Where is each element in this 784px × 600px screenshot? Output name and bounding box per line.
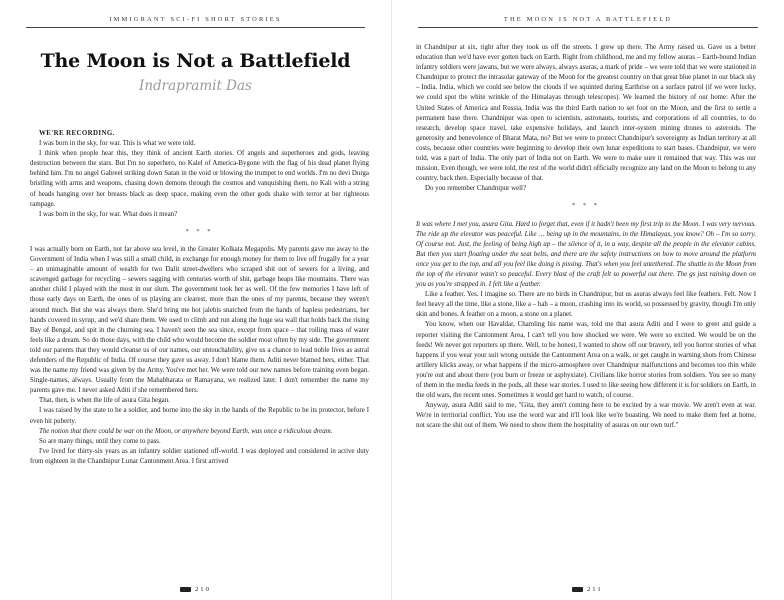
running-head: THE MOON IS NOT A BATTLEFIELD: [503, 16, 673, 23]
right-body-text: [416, 43, 756, 431]
page-number-text: 210: [195, 586, 211, 593]
author-name: Indrapramit Das: [139, 78, 252, 94]
paragraph: I was born in the sky, for war. This is what we were told.: [39, 140, 196, 148]
running-head: IMMIGRANT SCI-FI SHORT STORIES: [109, 16, 282, 23]
section-separator: * * *: [572, 202, 600, 210]
paragraph: [416, 220, 756, 291]
page-number: [572, 586, 603, 593]
folio-ornament-icon: [572, 587, 583, 592]
story-title: The Moon is Not a Battlefield: [40, 50, 351, 72]
paragraph: I was actually born on Earth, not far above sea level, in the Greater Kolkata Megapolis. My parents gave me away to the Government of India when I was still a small child, in exchange for enough money for them to live off frugally for a year – an unimaginable amount of wealth for two Dalit street-dwellers who scraped shit out of sewers for a living, and scavenged garbage for recycling – sewers sagging with centuries worth of shit, garbage heaps like mountains. There was another child I played with the most in our slum. The government took her as well. Of the few memories I have left of those early days on Earth, the ones of us playing are clearest, more than the ones of my parents, because they weren't around much. But she was always there. She'd bring me hot jalebis snatched from the hands of hapless pedestrians, her hands covered in syrup, and we'd share them. We used to climb and run along the huge sea wall that holds back the rising Bay of Bengal, and spit in the churning sea. I haven't seen the sea since, except from space – that roiling mass of water feels like a dream. So do those days, with the child who would become the soldier most often by my side. The government told our parents that they would cleanse us of our names, our untouchability, give us a chance to lead noble lives as astral defenders of the Republic of India. Of course they gave us away. I don't blame them. Aditi never blamed hers, either. That was the name my friend was given by the Army. You've met her. We were told our new names before training even began. Single-names, always. Usually from the Mahabharata or Ramayana, we realized later. I don't remember the name my parents gave me. I never asked Aditi if she remembered hers.: [30, 245, 369, 395]
page-number-text: 211: [587, 586, 603, 593]
paragraph: I think when people hear this, they think of ancient Earth stories. Of angels and superheroes and gods, leaving destruction between the stars. But I'm no superhero, no Kalel of America-Bygone with the flag of his dead planet flying behind him. I'm no angel Gabreel striking down Satan in the void or blowing the trumpet to end worlds. I'm no devi Durga bristling with arms and weapons, chasing down demons through the cosmos and vanquishing them, no Kali with a string of heads hanging over her breasts black as deep space, making even the other gods shake with terror at her righteous rampage.: [30, 150, 369, 208]
paragraph: I've lived for thirty-six years as an infantry soldier stationed off-world. I was deployed and considered in active duty from eighteen in the Chandnipur Lunar Cantonment Area. I first arrived: [30, 447, 369, 465]
folio-ornament-icon: [180, 587, 191, 592]
paragraph: [30, 427, 369, 437]
paragraph: in Chandnipur at six, right after they took us off the streets. I grew up there. The Army raised us. Gave us a better education than we'd have ever gotten back on Earth. Right from childhood, me and my fellow asuras – Earth-bound Indian infantry soldiers were jawans, but we were always, always asuras, a mark of pride – we were told that we were stationed in Chandnipur to protect the intrasolar gateway of the Moon for the greatest country on that great blue planet in our black sky – India. India, which we could see below the clouds if we squinted during Earthrise on a surface patrol (if we were lucky, we could spot the white wrinkle of the Himalayas through telescopes). We learned the history of our home: After the United States of America and Russia, India was the third Earth nation to set foot on the Moon, and the first to settle a permanent base there. Chandnipur was open to scientists, astronauts, tourists, and corporations of all countries, to do research, develop space travel, take expensive holidays, and launch inter-system mining drones to asteroids. The generosity and benevolence of Bharat Mata, no? But we were to protect Chandnipur's sovereignty as Indian territory at all costs, because other countries were beginning to develop their own lunar expeditions to start bases. Chandnipur, we were told, was a part of India. The only part of India not on Earth. We were to make sure it remained that way. This was our mission. Even though, we were told, the rest of the world didn't officially recognize any land on the Moon to belong to any country, back then. Especially because of that.: [416, 44, 756, 183]
paragraph: Do you remember Chandnipur well?: [425, 185, 527, 193]
paragraph: Like a feather. Yes. I imagine so. There are no birds in Chandnipur, but us asuras always feel like feathers. Felt. Now I feel heavy all the time, like a stone, like a – hah – a moon, crashing into its world, so possessed by gravity, though I'm only skin and bones. A feather on a moon, a stone on a planet.: [416, 291, 756, 319]
section-separator: * * *: [185, 227, 214, 235]
paragraph: Anyway, asura Aditi said to me, "Gita, they aren't coming here to be excited by a war movie. We aren't even at war. We're in territorial conflict. You use the word war and it'll look like we're boasting. We need to make them feel at home, not scare the shit out of them. We need to show them the hospitality of asuras on our own turf.": [416, 402, 756, 430]
paragraph: You know, when our Havaldar, Chamling his name was, told me that asura Aditi and I were to greet and guide a reporter visiting the Cantonment Area, I can't tell you how shocked we were. We were so excited. We would be on the feeds! We never got reporters up there. Well, to be honest, I wanted to show off our bravery, tell you horror stories of what happens if you wear your suit wrong outside the Cantonment Area on a walk, or get caught in warning shots from Chinese artillery klicks away, or what happens if the micro-atmosphere over Chandnipur malfunctions and becomes too thin while you're out and about there (you burn or freeze or asphyxiate). Civilians like horror stories from soldiers. You see so many of them in the media feeds in the pods, all these war stories. I used to like seeing how different it is for soldiers on Earth, in the old wars, the recent ones. Sometimes it would get hard to watch, of course.: [416, 321, 756, 400]
paragraph: I was born in the sky, for war. What does it mean?: [39, 210, 178, 218]
paragraph: I was raised by the state to be a soldier, and borne into the sky in the hands of the Republic to be its protector, before I even hit puberty.: [30, 407, 369, 425]
italic-paragraph: It was where I met you, asura Gita. Hard to forget that, even if it hadn't been my first trip to the Moon. I was very nervous. The ride up the elevator was peaceful. Like … being up in the mountains, in the Himalayas, you know? Oh – I'm so sorry. Of course not. Just, the feeling of being high up – the silence of it, in a way, despite all the people in the elevator cabins. But then you start floating under the seat belts, and there are the safety instructions on how to move around the platform once you get to the top, and all you feel like doing is pissing. That's when you feel untethered. The shuttle to the Moon from the top of the elevator wasn't so peaceful. Every blast of the craft felt so powerful out there. The gs just raining down on you as you're strapped in. I felt like a feather.: [416, 220, 756, 289]
right-page: [392, 0, 784, 600]
page-number: [180, 586, 211, 593]
left-body-text: [30, 129, 369, 467]
italic-paragraph: The notion that there could be war on the Moon, or anywhere beyond Earth, was once a ridiculous dream.: [39, 427, 333, 435]
paragraph: So are many things, until they come to pass.: [39, 437, 161, 445]
paragraph: That, then, is when the life of asura Gita began.: [39, 397, 170, 405]
header-rule: [26, 27, 365, 28]
lead-line: WE'RE RECORDING.: [39, 130, 115, 137]
header-rule: [418, 27, 758, 28]
